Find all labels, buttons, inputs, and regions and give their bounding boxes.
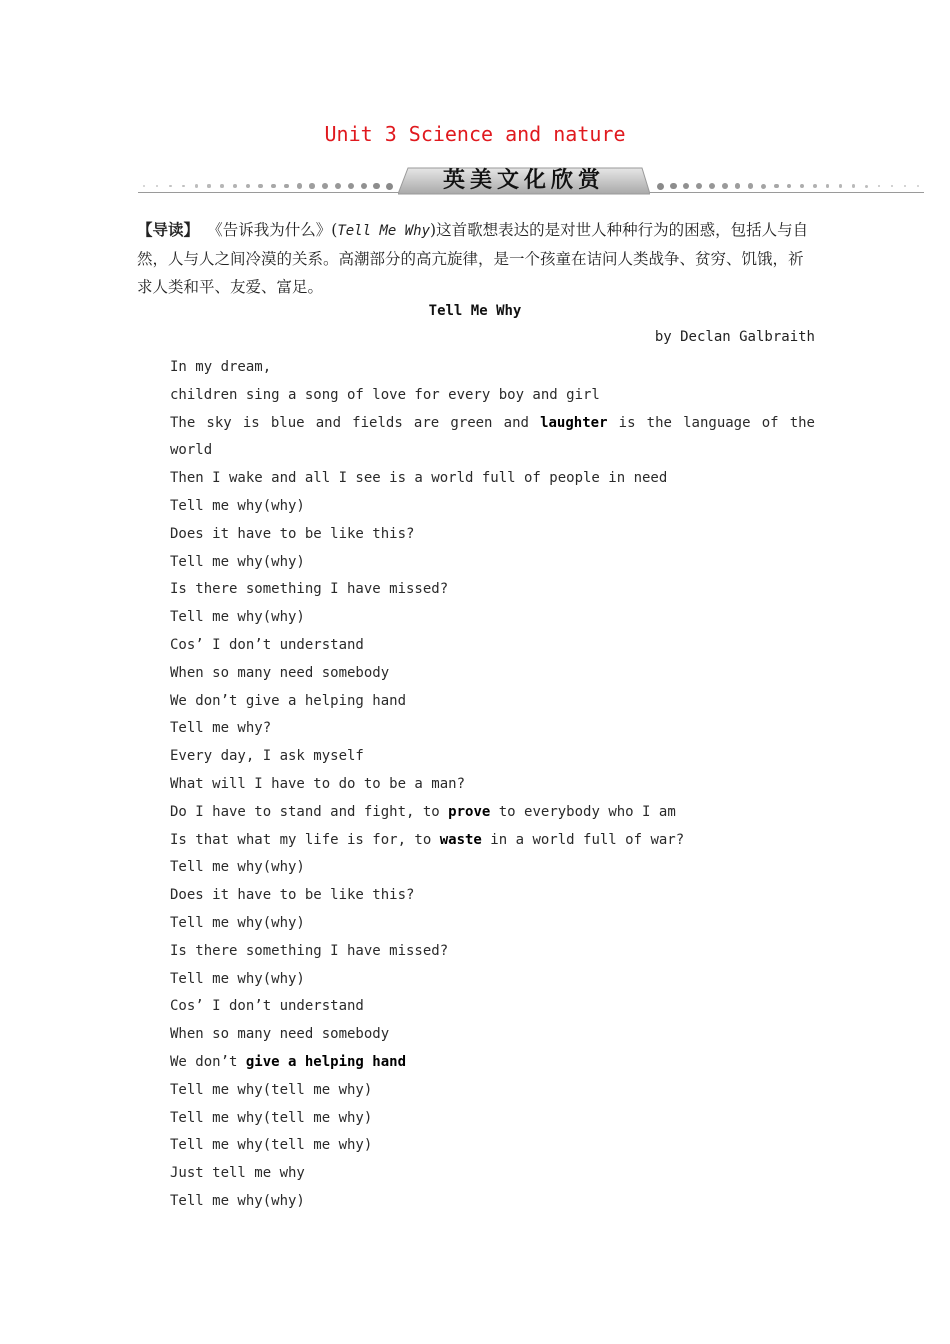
poem-line-text: We don’t <box>170 1053 246 1070</box>
vocab-phrase: give a helping hand <box>245 1053 407 1070</box>
poem-line-text: Is that what my life is for, to <box>170 831 440 848</box>
banner-dot <box>787 184 792 189</box>
poem-line: Does it have to be like this? <box>170 525 415 542</box>
banner-dot <box>683 183 690 190</box>
banner-dot <box>813 184 817 188</box>
poem-line-text: The sky is blue and fields are green and <box>170 414 541 431</box>
poem-line: Does it have to be like this? <box>170 887 415 904</box>
section-label: 英美文化欣赏 <box>442 168 605 193</box>
poem-line: Tell me why(why) <box>170 914 305 931</box>
poem-line: We don’t give a helping hand <box>170 692 407 709</box>
poem-line: When so many need somebody <box>170 1026 390 1043</box>
banner-dot <box>207 184 210 187</box>
banner-dot <box>722 183 728 189</box>
vocab-word: prove <box>448 803 491 820</box>
poem-line: Tell me why(why) <box>170 497 305 514</box>
banner-dot <box>774 184 779 189</box>
vocab-word: waste <box>439 831 482 848</box>
poem-line: Cos’ I don’t understand <box>170 636 364 653</box>
poem-line-text: Do I have to stand and fight, to <box>170 803 449 820</box>
poem-line: Is there something I have missed? <box>170 581 449 598</box>
poem-line: When so many need somebody <box>170 664 390 681</box>
poem-line: Tell me why(tell me why) <box>170 1137 373 1154</box>
banner-dot <box>258 184 262 188</box>
poem-line: Tell me why(why) <box>170 1192 305 1209</box>
banner-dot <box>169 185 172 188</box>
banner-dot <box>297 183 302 188</box>
banner-dot <box>361 183 367 189</box>
banner-dot <box>271 184 276 189</box>
banner-dot <box>904 185 906 187</box>
intro-tag: 【导读】 <box>137 220 200 239</box>
banner-dot <box>335 183 341 189</box>
intro-text-2: )这首歌想表达的是对世人种种行为的困惑，包括人与自然，人与人之间冷漠的关系。高潮部分的高亢旋律，是一个孩童在诘问人类战争、贫穷、饥饿，祈求人类和平、友爱、富足。 <box>137 221 809 296</box>
banner-tab <box>398 166 650 196</box>
unit-title: Unit 3 Science and nature <box>324 122 626 146</box>
poem-line <box>137 799 815 827</box>
banner-dots-right <box>654 182 924 190</box>
poem-line: Then I wake and all I see is a world full of people in need <box>170 470 668 487</box>
banner-dot <box>852 184 855 187</box>
poem-line <box>137 827 815 855</box>
poem-line <box>137 410 815 466</box>
poem-line: Tell me why(why) <box>170 859 305 876</box>
banner-dot <box>246 184 250 188</box>
banner-dot <box>322 183 328 189</box>
banner-dot <box>878 185 881 188</box>
poem-line: Tell me why(why) <box>170 609 305 626</box>
banner-dot <box>143 185 145 187</box>
banner-dot <box>284 184 289 189</box>
poem-line-text: to everybody who I am <box>490 803 676 820</box>
poem-line: Cos’ I don’t understand <box>170 998 364 1015</box>
banner-dot <box>233 184 237 188</box>
banner-dot <box>891 185 894 188</box>
banner-dot <box>865 185 868 188</box>
banner-dot <box>348 183 354 189</box>
banner-dot <box>748 183 753 188</box>
poem-line: What will I have to do to be a man? <box>170 775 466 792</box>
banner-dot <box>373 183 380 190</box>
banner-dot <box>386 183 393 190</box>
vocab-word: laughter <box>540 414 608 431</box>
poem-line-text: in a world full of war? <box>481 831 685 848</box>
banner-dot <box>195 184 198 187</box>
banner-dot <box>657 183 664 190</box>
poem-line: Tell me why(why) <box>170 970 305 987</box>
poem-author: by Declan Galbraith <box>654 329 815 345</box>
banner-dot <box>696 183 702 189</box>
poem-line: Is there something I have missed? <box>170 942 449 959</box>
poem-line: Tell me why(tell me why) <box>170 1081 373 1098</box>
poem-line: In my dream, <box>170 359 272 375</box>
poem-body <box>137 354 815 1216</box>
banner-dot <box>800 184 804 188</box>
banner-dot <box>156 185 158 187</box>
section-banner <box>138 166 924 196</box>
poem-line: Tell me why(why) <box>170 553 305 570</box>
poem-line: Every day, I ask myself <box>170 748 364 765</box>
poem-line: children sing a song of love for every boy and girl <box>170 386 600 403</box>
banner-dot <box>220 184 224 188</box>
poem-line: Tell me why? <box>170 720 272 737</box>
poem-line: Just tell me why <box>170 1165 305 1182</box>
banner-dot <box>309 183 314 188</box>
banner-dot <box>709 183 715 189</box>
banner-dot <box>761 184 766 189</box>
intro-italic-title: Tell Me Why <box>337 223 431 239</box>
intro-paragraph <box>137 216 817 301</box>
banner-dot <box>735 183 741 189</box>
banner-dots-left <box>138 182 396 190</box>
poem-line-text: is the language of the world <box>170 414 815 459</box>
banner-dot <box>917 185 919 187</box>
banner-dot <box>670 183 677 190</box>
banner-dot <box>182 185 185 188</box>
intro-text-1: 《告诉我为什么》( <box>215 221 338 239</box>
banner-dot <box>839 184 843 188</box>
poem-line <box>137 1049 815 1077</box>
banner-dot <box>826 184 830 188</box>
poem-title: Tell Me Why <box>428 303 522 319</box>
poem-line: Tell me why(tell me why) <box>170 1109 373 1126</box>
